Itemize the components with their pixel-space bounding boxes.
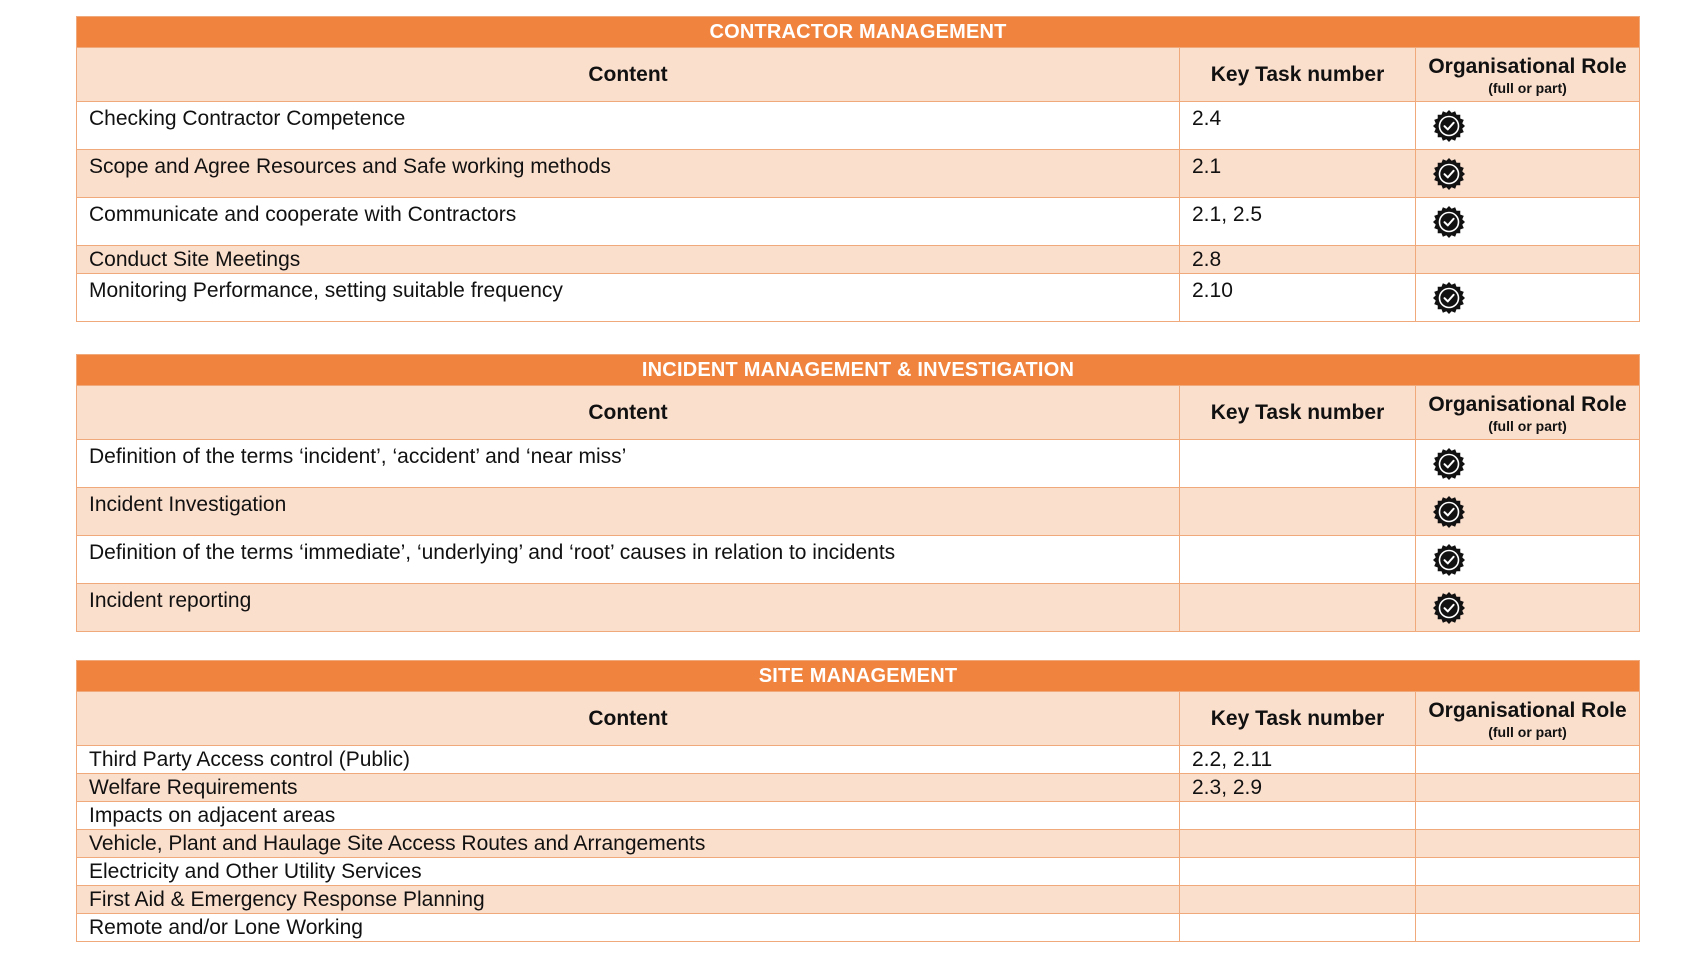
site-management-table — [76, 660, 1640, 942]
role-cell — [1416, 914, 1640, 942]
content-cell: Definition of the terms ‘immediate’, ‘underlying’ and ‘root’ causes in relation to incidents — [77, 536, 1180, 584]
table-row — [77, 150, 1640, 198]
column-header-key-task: Key Task number — [1180, 692, 1416, 746]
key-task-cell — [1180, 488, 1416, 536]
table-row — [77, 914, 1640, 942]
content-cell: Incident reporting — [77, 584, 1180, 632]
content-cell: Scope and Agree Resources and Safe working methods — [77, 150, 1180, 198]
check-badge-icon — [1432, 447, 1466, 481]
content-cell: Vehicle, Plant and Haulage Site Access Routes and Arrangements — [77, 830, 1180, 858]
role-cell — [1416, 746, 1640, 774]
table-row — [77, 802, 1640, 830]
content-cell: Incident Investigation — [77, 488, 1180, 536]
key-task-cell — [1180, 858, 1416, 886]
key-task-cell — [1180, 886, 1416, 914]
check-badge-icon — [1432, 109, 1466, 143]
content-cell: Remote and/or Lone Working — [77, 914, 1180, 942]
contractor-management-table — [76, 16, 1640, 322]
table-row — [77, 858, 1640, 886]
table-row — [77, 886, 1640, 914]
check-badge-icon — [1432, 281, 1466, 315]
role-cell — [1416, 584, 1640, 632]
key-task-cell: 2.4 — [1180, 102, 1416, 150]
key-task-cell: 2.2, 2.11 — [1180, 746, 1416, 774]
key-task-cell — [1180, 830, 1416, 858]
table-row — [77, 536, 1640, 584]
key-task-cell: 2.1 — [1180, 150, 1416, 198]
content-cell: Definition of the terms ‘incident’, ‘accident’ and ‘near miss’ — [77, 440, 1180, 488]
column-header-key-task: Key Task number — [1180, 48, 1416, 102]
incident-management-table — [76, 354, 1640, 632]
table-row — [77, 246, 1640, 274]
role-cell — [1416, 274, 1640, 322]
role-cell — [1416, 488, 1640, 536]
section-title: SITE MANAGEMENT — [77, 661, 1640, 692]
table-row — [77, 488, 1640, 536]
column-header-role: Organisational Role (full or part) — [1416, 48, 1640, 102]
table-row — [77, 440, 1640, 488]
role-cell — [1416, 246, 1640, 274]
table-row — [77, 198, 1640, 246]
content-cell: Monitoring Performance, setting suitable frequency — [77, 274, 1180, 322]
table-row — [77, 102, 1640, 150]
key-task-cell — [1180, 914, 1416, 942]
column-header-key-task: Key Task number — [1180, 386, 1416, 440]
key-task-cell — [1180, 440, 1416, 488]
key-task-cell: 2.10 — [1180, 274, 1416, 322]
table-row — [77, 746, 1640, 774]
check-badge-icon — [1432, 157, 1466, 191]
check-badge-icon — [1432, 495, 1466, 529]
key-task-cell — [1180, 536, 1416, 584]
column-header-content: Content — [77, 48, 1180, 102]
content-cell: Conduct Site Meetings — [77, 246, 1180, 274]
role-cell — [1416, 886, 1640, 914]
table-row — [77, 584, 1640, 632]
content-cell: Checking Contractor Competence — [77, 102, 1180, 150]
column-header-content: Content — [77, 386, 1180, 440]
role-cell — [1416, 150, 1640, 198]
check-badge-icon — [1432, 543, 1466, 577]
role-cell — [1416, 830, 1640, 858]
check-badge-icon — [1432, 591, 1466, 625]
role-cell — [1416, 198, 1640, 246]
content-cell: Communicate and cooperate with Contractors — [77, 198, 1180, 246]
content-cell: Impacts on adjacent areas — [77, 802, 1180, 830]
table-row — [77, 774, 1640, 802]
table-row — [77, 274, 1640, 322]
key-task-cell — [1180, 802, 1416, 830]
column-header-role: Organisational Role (full or part) — [1416, 692, 1640, 746]
content-cell: Third Party Access control (Public) — [77, 746, 1180, 774]
role-cell — [1416, 440, 1640, 488]
key-task-cell — [1180, 584, 1416, 632]
role-cell — [1416, 102, 1640, 150]
key-task-cell: 2.8 — [1180, 246, 1416, 274]
column-header-role: Organisational Role (full or part) — [1416, 386, 1640, 440]
section-title: CONTRACTOR MANAGEMENT — [77, 17, 1640, 48]
column-header-content: Content — [77, 692, 1180, 746]
key-task-cell: 2.1, 2.5 — [1180, 198, 1416, 246]
content-cell: Welfare Requirements — [77, 774, 1180, 802]
role-cell — [1416, 536, 1640, 584]
check-badge-icon — [1432, 205, 1466, 239]
content-cell: First Aid & Emergency Response Planning — [77, 886, 1180, 914]
key-task-cell: 2.3, 2.9 — [1180, 774, 1416, 802]
table-row — [77, 830, 1640, 858]
role-cell — [1416, 858, 1640, 886]
role-cell — [1416, 774, 1640, 802]
section-title: INCIDENT MANAGEMENT & INVESTIGATION — [77, 355, 1640, 386]
role-cell — [1416, 802, 1640, 830]
content-cell: Electricity and Other Utility Services — [77, 858, 1180, 886]
